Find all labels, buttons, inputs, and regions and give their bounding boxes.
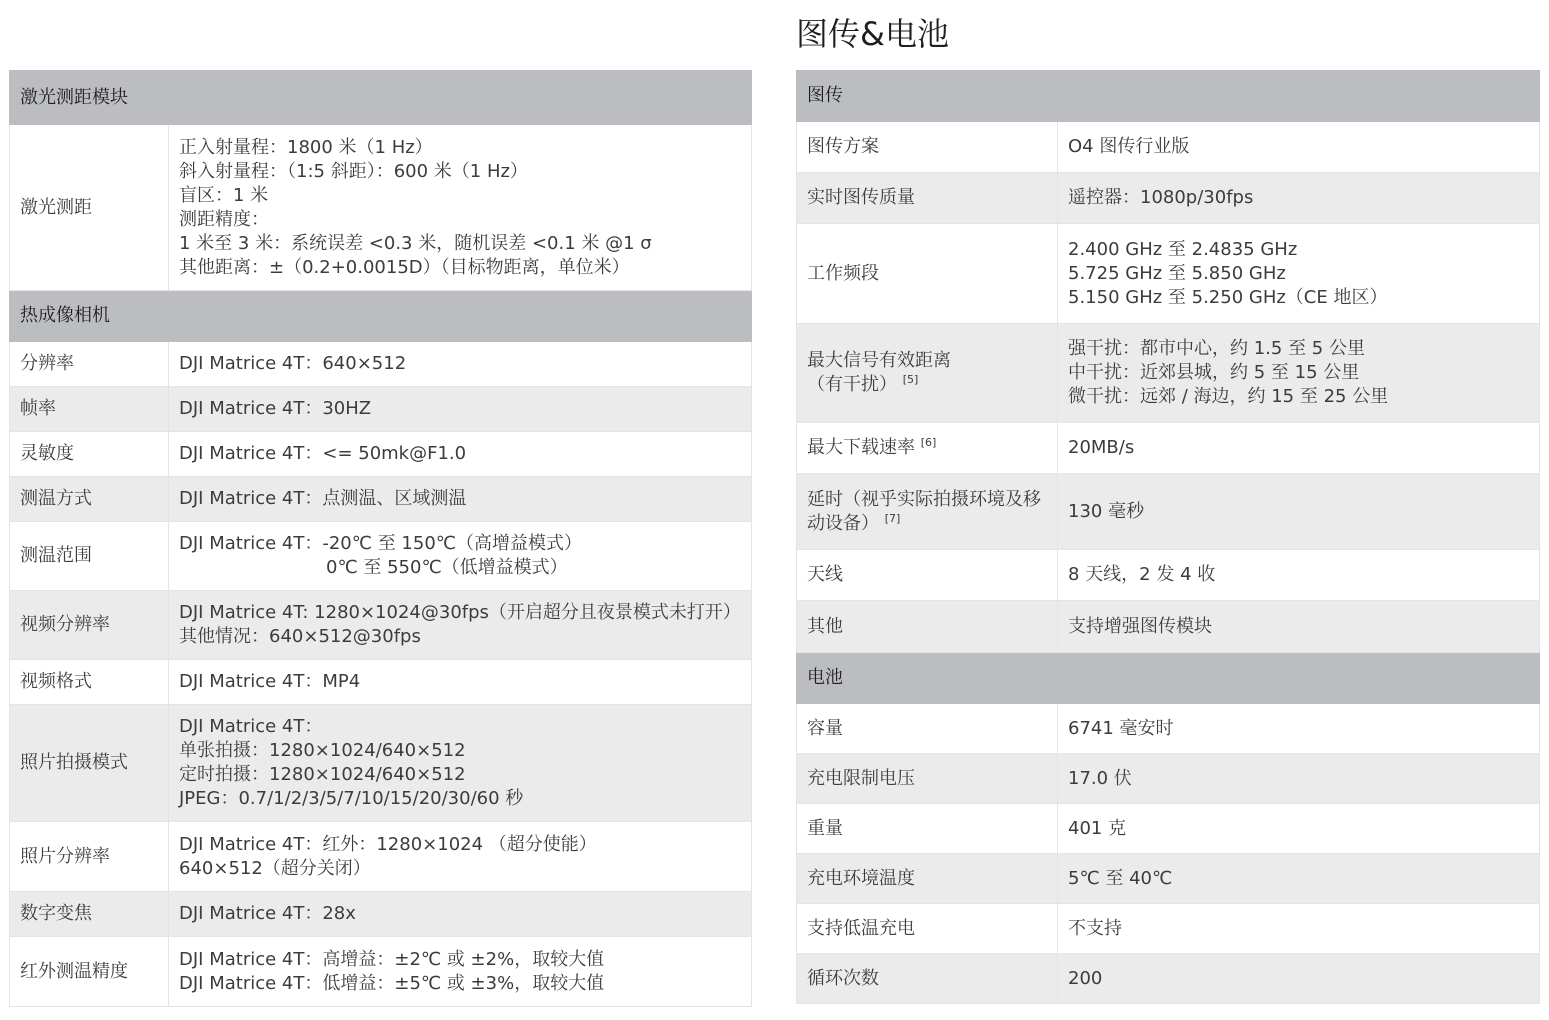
spec-value-line: JPEG：0.7/1/2/3/5/7/10/15/20/30/60 秒: [179, 788, 524, 809]
spec-value-line: DJI Matrice 4T：红外：1280×1024 （超分使能）: [179, 833, 597, 855]
spec-value-line: 5.150 GHz 至 5.250 GHz（CE 地区）: [1068, 286, 1388, 308]
spec-row: [10, 937, 752, 1007]
spec-row: [797, 474, 1540, 550]
spec-label: 红外测温精度: [10, 937, 169, 1007]
spec-value-line: DJI Matrice 4T：30HZ: [179, 398, 372, 419]
spec-label-line: [807, 512, 1047, 536]
spec-row: [10, 342, 752, 387]
footnote-ref: [7]: [884, 511, 901, 525]
spec-value-line: 正入射量程：1800 米（1 Hz）: [179, 136, 433, 158]
spec-label: 循环次数: [797, 954, 1058, 1004]
spec-value: [1058, 173, 1540, 224]
spec-row: [797, 550, 1540, 601]
spec-row: [797, 601, 1540, 653]
spec-value-line: 640×512（超分关闭）: [179, 857, 371, 879]
spec-value-line: DJI Matrice 4T：高增益：±2℃ 或 ±2%，取较大值: [179, 948, 605, 970]
laser-module-section: [10, 71, 752, 125]
spec-value: [1058, 754, 1540, 804]
spec-label: 分辨率: [10, 342, 169, 387]
spec-value: [169, 660, 752, 705]
spec-value-line: 单张拍摄：1280×1024/640×512: [179, 740, 466, 761]
spec-value: [1058, 224, 1540, 324]
laser-module-section-title: 激光测距模块: [10, 71, 752, 125]
spec-row: [10, 387, 752, 432]
spec-label: 重量: [797, 804, 1058, 854]
spec-value-line: 401 克: [1068, 817, 1127, 839]
spec-label-text: 延时（视乎实际拍摄环境及移: [807, 488, 1041, 510]
footnote-ref: [5]: [902, 373, 919, 386]
spec-value-line: 微干扰：远郊 / 海边，约 15 至 25 公里: [1068, 386, 1389, 407]
spec-value: [1058, 474, 1540, 550]
spec-value-line: 17.0 伏: [1068, 767, 1132, 789]
spec-value-line: 中干扰：近郊县城，约 5 至 15 公里: [1068, 362, 1360, 383]
spec-label: 图传方案: [797, 122, 1058, 173]
spec-label-line: [807, 373, 1047, 397]
spec-label: [797, 423, 1058, 474]
spec-row: [10, 822, 752, 892]
spec-value: [169, 387, 752, 432]
thermal-camera-section-title: 热成像相机: [10, 291, 752, 342]
spec-label: 测温方式: [10, 477, 169, 522]
spec-value: [169, 342, 752, 387]
spec-label: 实时图传质量: [797, 173, 1058, 224]
spec-value: [169, 522, 752, 591]
spec-value-line: 5.725 GHz 至 5.850 GHz: [1068, 262, 1286, 284]
spec-row: [797, 122, 1540, 173]
spec-row: [10, 522, 752, 591]
spec-label-text: （有干扰）: [807, 374, 897, 395]
spec-label: 视频分辨率: [10, 591, 169, 660]
spec-value: [169, 125, 752, 291]
spec-label: 容量: [797, 704, 1058, 754]
spec-label: 测温范围: [10, 522, 169, 591]
spec-value: [1058, 324, 1540, 423]
spec-value-line: DJI Matrice 4T：<= 50mk@F1.0: [179, 443, 467, 464]
spec-value-line: 斜入射量程：（1:5 斜距）：600 米（1 Hz）: [179, 160, 528, 182]
spec-label-line: [807, 488, 1047, 512]
spec-value: [1058, 550, 1540, 601]
spec-label: 照片分辨率: [10, 822, 169, 892]
spec-value-line: 支持增强图传模块: [1068, 615, 1212, 637]
spec-row: [10, 660, 752, 705]
spec-label-text: 最大下载速率: [807, 437, 915, 458]
footnote-ref: [6]: [920, 436, 937, 449]
spec-value-line: 5℃ 至 40℃: [1068, 867, 1173, 889]
spec-value-line: DJI Matrice 4T：MP4: [179, 671, 361, 692]
spec-value: [169, 822, 752, 892]
spec-row: [10, 705, 752, 822]
spec-row: [10, 892, 752, 937]
spec-value-line: 强干扰：都市中心，约 1.5 至 5 公里: [1068, 338, 1365, 359]
spec-value-line: 6741 毫安时: [1068, 717, 1174, 739]
spec-value-line: 盲区：1 米: [179, 184, 269, 206]
spec-value-line: 不支持: [1068, 917, 1122, 939]
spec-row: [10, 125, 752, 291]
spec-value: [1058, 954, 1540, 1004]
spec-value: [169, 705, 752, 822]
spec-value-line: 8 天线，2 发 4 收: [1068, 564, 1216, 585]
spec-value-line: DJI Matrice 4T：-20℃ 至 150℃（高增益模式）: [179, 533, 582, 554]
spec-value: [169, 937, 752, 1007]
spec-value-line: 测距精度：: [179, 208, 269, 230]
spec-row: [797, 904, 1540, 954]
spec-row: [797, 224, 1540, 324]
spec-label-text: 最大信号有效距离: [807, 350, 951, 371]
spec-value-line: DJI Matrice 4T：点测温、区域测温: [179, 488, 467, 509]
spec-label: 视频格式: [10, 660, 169, 705]
video-transmission-section-title: 图传: [797, 71, 1540, 122]
spec-value-line: 其他距离：±（0.2+0.0015D）（目标物距离，单位米）: [179, 256, 630, 278]
spec-label-text: 动设备）: [807, 512, 879, 534]
spec-value-line: 定时拍摄：1280×1024/640×512: [179, 764, 466, 785]
spec-value-line: 130 毫秒: [1068, 500, 1145, 522]
spec-value-line: 0℃ 至 550℃（低增益模式）: [326, 557, 568, 578]
video-transmission-section: [797, 71, 1540, 122]
spec-value-line: DJI Matrice 4T: 1280×1024@30fps（开启超分且夜景模式未打开）: [179, 602, 741, 623]
spec-label: 照片拍摄模式: [10, 705, 169, 822]
spec-label: 工作频段: [797, 224, 1058, 324]
spec-label: 充电限制电压: [797, 754, 1058, 804]
spec-value-line: 遥控器：1080p/30fps: [1068, 187, 1254, 208]
spec-row: [797, 324, 1540, 423]
spec-value-line: DJI Matrice 4T：: [179, 716, 323, 737]
spec-row: [797, 804, 1540, 854]
spec-value-line: 200: [1068, 967, 1103, 989]
battery-section: [797, 653, 1540, 704]
spec-label: 充电环境温度: [797, 854, 1058, 904]
spec-value: [1058, 854, 1540, 904]
spec-value: [1058, 704, 1540, 754]
spec-label: [797, 474, 1058, 550]
spec-value-line: 其他情况：640×512@30fps: [179, 626, 421, 647]
spec-label: 帧率: [10, 387, 169, 432]
spec-label: 天线: [797, 550, 1058, 601]
thermal-camera-section: [10, 291, 752, 342]
spec-value-line: DJI Matrice 4T：低增益：±5℃ 或 ±3%，取较大值: [179, 972, 605, 994]
spec-row: [10, 432, 752, 477]
spec-row: [797, 704, 1540, 754]
spec-value: [169, 591, 752, 660]
spec-value-line: O4 图传行业版: [1068, 136, 1190, 157]
spec-label: [797, 324, 1058, 423]
spec-value-line: DJI Matrice 4T：28x: [179, 903, 356, 924]
spec-label-line: [807, 436, 1047, 460]
spec-row: [10, 477, 752, 522]
video-battery-spec-table: [796, 70, 1540, 1004]
spec-row: [797, 954, 1540, 1004]
spec-label: 激光测距: [10, 125, 169, 291]
spec-value-line: 20MB/s: [1068, 437, 1135, 458]
spec-value: [169, 892, 752, 937]
spec-value: [1058, 423, 1540, 474]
spec-row: [797, 754, 1540, 804]
spec-value: [169, 477, 752, 522]
spec-row: [797, 423, 1540, 474]
section-heading: 图传&电池: [796, 15, 949, 53]
spec-value: [1058, 601, 1540, 653]
spec-value: [1058, 904, 1540, 954]
spec-label: 数字变焦: [10, 892, 169, 937]
spec-value-line: 2.400 GHz 至 2.4835 GHz: [1068, 238, 1298, 260]
spec-value-line: 1 米至 3 米：系统误差 <0.3 米，随机误差 <0.1 米 @1 σ: [179, 232, 652, 254]
spec-label: 支持低温充电: [797, 904, 1058, 954]
spec-value: [1058, 122, 1540, 173]
spec-row: [797, 854, 1540, 904]
spec-label-line: [807, 349, 1047, 373]
spec-label: 其他: [797, 601, 1058, 653]
spec-row: [10, 591, 752, 660]
spec-value-line: DJI Matrice 4T：640×512: [179, 353, 407, 374]
spec-label: 灵敏度: [10, 432, 169, 477]
spec-row: [797, 173, 1540, 224]
spec-value: [1058, 804, 1540, 854]
spec-value: [169, 432, 752, 477]
battery-section-title: 电池: [797, 653, 1540, 704]
laser-thermal-spec-table: [9, 70, 752, 1007]
